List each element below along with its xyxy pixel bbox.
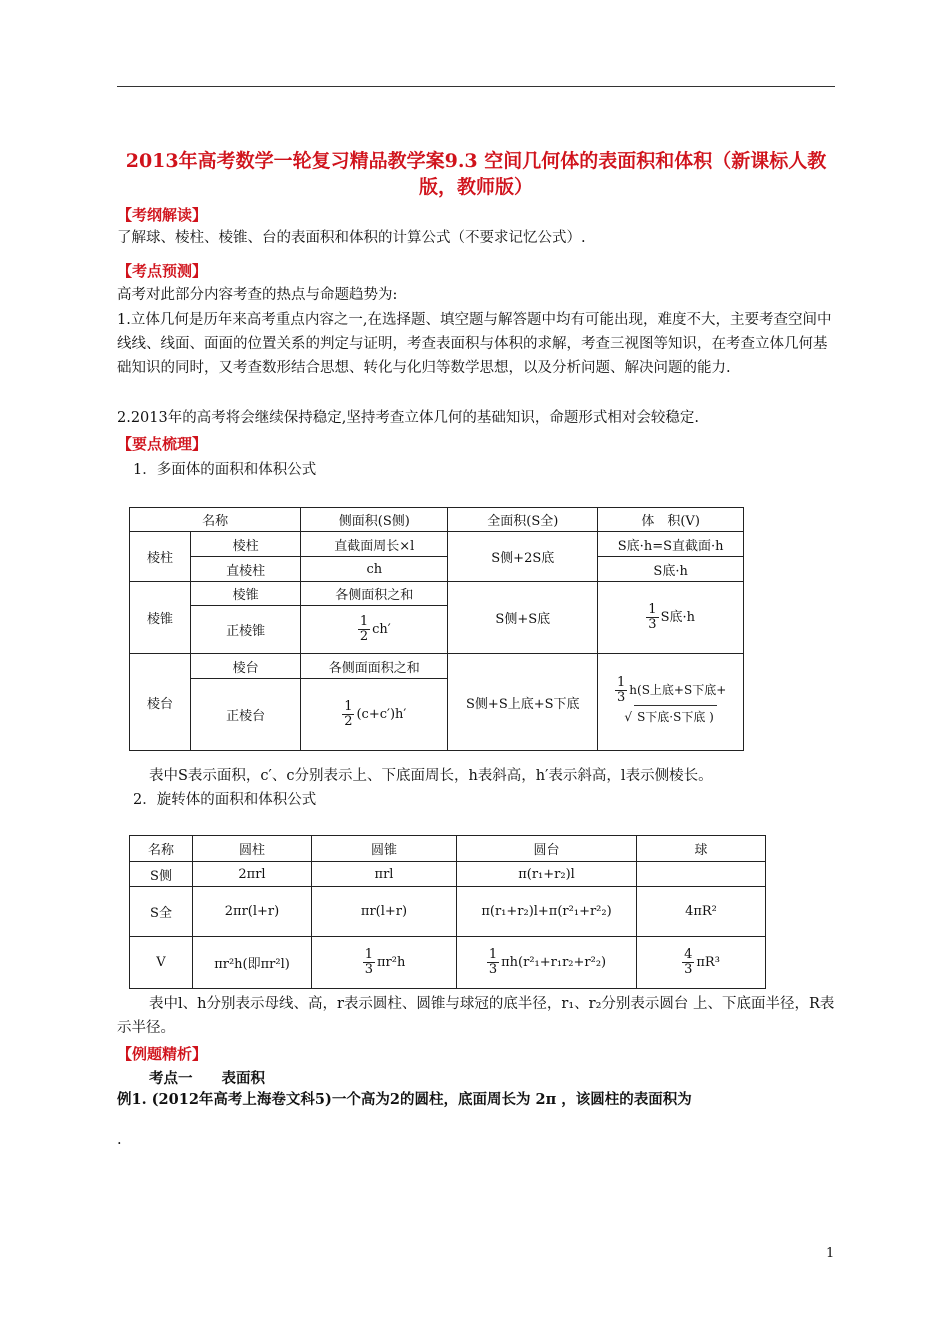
t1-cell: 正棱锥	[191, 606, 301, 654]
t2-cell: 2πrl	[193, 862, 312, 887]
t2-cell: $\frac{1}{3}$ πr²h	[312, 937, 457, 989]
t1-cell: ch	[301, 557, 448, 582]
sqrt-icon: √	[624, 710, 633, 724]
t1-cell: S侧+2S底	[448, 532, 598, 582]
t1-group-prism: 棱柱	[130, 532, 191, 582]
kdyc-intro: 高考对此部分内容考查的热点与命题趋势为:	[117, 287, 398, 303]
t2-cell: πr(l+r)	[312, 887, 457, 937]
t1-cell: 棱柱	[191, 532, 301, 557]
fraction: $\frac{1}{2}$	[344, 699, 353, 729]
fraction: $\frac{4}{3}$	[684, 947, 693, 977]
t1-header-name: 名称	[130, 508, 301, 532]
t1-header-full: 全面积(S全)	[448, 508, 598, 532]
t2-cell: S全	[130, 887, 193, 937]
example-1-end: .	[117, 1132, 122, 1148]
t2-header: 名称	[130, 836, 193, 862]
t2-header: 圆柱	[193, 836, 312, 862]
section-ydsl: 【要点梳理】	[117, 435, 208, 453]
ydsl-item-1: 1．多面体的面积和体积公式	[133, 462, 317, 478]
fraction: $\frac{1}{3}$	[648, 602, 657, 632]
t2-header: 球	[637, 836, 766, 862]
t2-cell	[637, 862, 766, 887]
t2-cell: π(r₁+r₂)l	[457, 862, 637, 887]
t1-cell: 棱台	[191, 654, 301, 679]
example-1: 例1. (2012年高考上海卷文科5)一个高为2的圆柱，底面周长为 2π ，该圆柱的表面积为	[117, 1091, 692, 1108]
t1-header-volume: 体 积(V)	[598, 508, 744, 532]
t2-cell: $\frac{4}{3}$ πR³	[637, 937, 766, 989]
t1-cell: S侧+S底	[448, 582, 598, 654]
revolution-table	[129, 835, 766, 989]
t1-cell: S侧+S上底+S下底	[448, 654, 598, 751]
t1-cell: 直截面周长×l	[301, 532, 448, 557]
page-title: 2013年高考数学一轮复习精品教学案9.3 空间几何体的表面积和体积（新课标人教版，教师版）	[125, 150, 827, 198]
t1-group-frustum: 棱台	[130, 654, 191, 751]
kd1-heading: 考点一 表面积	[149, 1070, 265, 1087]
t1-cell: 各侧面面积之和	[301, 654, 448, 679]
t1-cell: S底·h=S直截面·h	[598, 532, 744, 557]
kdyc-para-2: 2.2013年的高考将会继续保持稳定,坚持考查立体几何的基础知识，命题形式相对会较稳定.	[117, 410, 699, 426]
t2-cell: $\frac{1}{3}$ πh(r²₁+r₁r₂+r²₂)	[457, 937, 637, 989]
t2-header: 圆台	[457, 836, 637, 862]
polyhedron-table	[129, 507, 744, 751]
t1-cell: 各侧面积之和	[301, 582, 448, 606]
table2-note: 表中l、h分别表示母线、高，r表示圆柱、圆锥与球冠的底半径，r₁、r₂分别表示圆台 上、下底面半径，R表示半径。	[117, 996, 835, 1036]
t1-cell: $\frac{1}{2}$ ch′	[301, 606, 448, 654]
t1-cell: $\frac{1}{3}$ S底·h	[598, 582, 744, 654]
kdyc-para-1: 1.立体几何是历年来高考重点内容之一,在选择题、填空题与解答题中均有可能出现，难度不大，主要考查空间中线线、线面、面面的位置关系的判定与证明，考查表面积与体积的求解，考查三视图等知识，在考查立体几何基础知识的同时，又考查数形结合思想、转化与化归等数学思想，以及分析问题、解决问题的能力.	[117, 312, 832, 376]
section-ltjx: 【例题精析】	[117, 1045, 208, 1063]
t1-cell: S底·h	[598, 557, 744, 582]
t1-cell: 正棱台	[191, 679, 301, 751]
t2-cell: V	[130, 937, 193, 989]
fraction: $\frac{1}{3}$	[364, 947, 373, 977]
t1-cell: $\frac{1}{2}$ (c+c′)h′	[301, 679, 448, 751]
page-number: 1	[826, 1246, 835, 1261]
t2-cell: π(r₁+r₂)l+π(r²₁+r²₂)	[457, 887, 637, 937]
header-rule	[117, 86, 835, 87]
t2-header: 圆锥	[312, 836, 457, 862]
section-kgjd: 【考纲解读】	[117, 206, 208, 224]
fraction: $\frac{1}{2}$	[359, 614, 369, 644]
t1-cell: 直棱柱	[191, 557, 301, 582]
t1-cell: 棱锥	[191, 582, 301, 606]
t2-cell: 4πR²	[637, 887, 766, 937]
t1-header-side: 侧面积(S侧)	[301, 508, 448, 532]
t1-group-pyramid: 棱锥	[130, 582, 191, 654]
fraction: $\frac{1}{3}$	[617, 675, 626, 705]
t2-cell: πr²h(即πr²l)	[193, 937, 312, 989]
table1-note: 表中S表示面积，c′、c分别表示上、下底面周长，h表斜高，h′表示斜高，l表示侧棱长。	[149, 768, 713, 784]
section-kdyc: 【考点预测】	[117, 262, 208, 280]
fraction: $\frac{1}{3}$	[488, 947, 498, 977]
kgjd-text: 了解球、棱柱、棱锥、台的表面积和体积的计算公式（不要求记忆公式）.	[117, 230, 586, 246]
ydsl-item-2: 2．旋转体的面积和体积公式	[133, 792, 317, 808]
t2-cell: S侧	[130, 862, 193, 887]
t2-cell: 2πr(l+r)	[193, 887, 312, 937]
t2-cell: πrl	[312, 862, 457, 887]
t1-cell: $\frac{1}{3}$ h(S上底+S下底+ √ S下底·S下底 )	[598, 654, 744, 751]
